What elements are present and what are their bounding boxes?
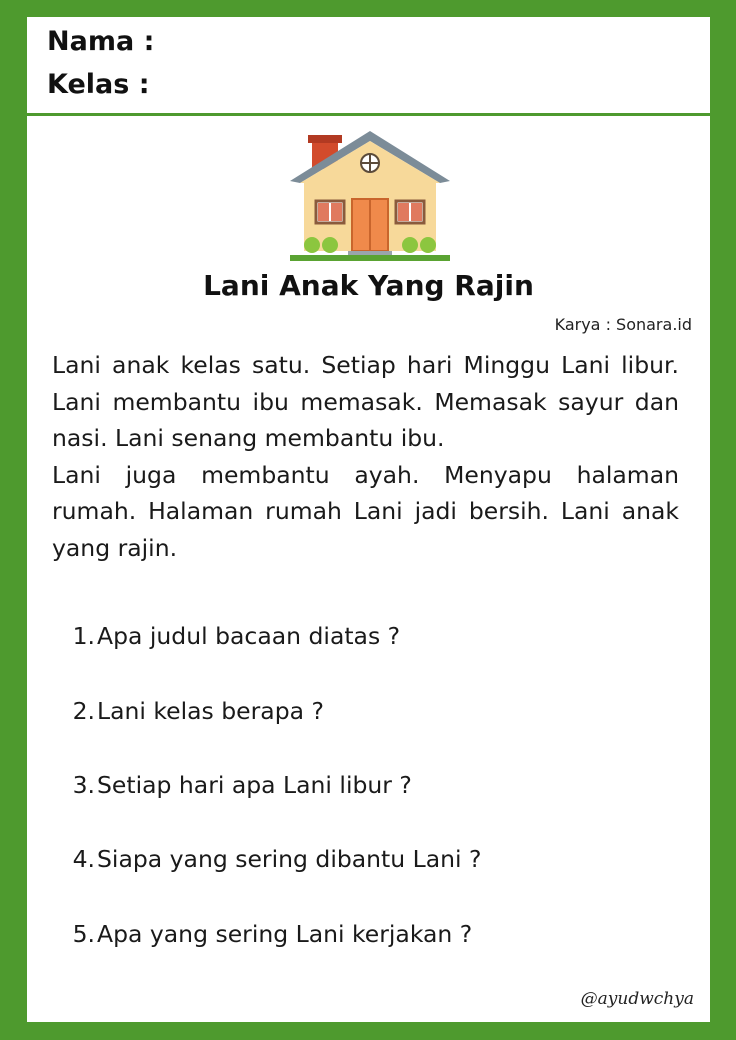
- question-text: Setiap hari apa Lani libur ?: [97, 771, 412, 799]
- author-credit: Karya : Sonara.id: [554, 315, 692, 334]
- question-number: 2.: [72, 697, 95, 725]
- question-2: [67, 696, 667, 726]
- question-number: 1.: [72, 622, 95, 650]
- question-4: [67, 844, 667, 874]
- name-label: Nama :: [47, 26, 155, 57]
- story-paragraph-2: Lani juga membantu ayah. Menyapu halaman rumah. Halaman rumah Lani jadi bersih. Lani anak yang rajin.: [52, 460, 679, 562]
- question-5: [67, 919, 667, 949]
- house-icon: [290, 125, 450, 265]
- question-number: 3.: [72, 771, 95, 799]
- class-label: Kelas :: [47, 69, 150, 100]
- student-info-header: [27, 17, 710, 116]
- question-text: Lani kelas berapa ?: [97, 697, 324, 725]
- story-text: [52, 347, 679, 566]
- question-number: 5.: [72, 920, 95, 948]
- watermark: @ayudwchya: [580, 989, 694, 1009]
- story-title: Lani Anak Yang Rajin: [203, 269, 534, 302]
- story-paragraph-1: Lani anak kelas satu. Setiap hari Minggu Lani libur. Lani membantu ibu memasak. Memasak sayur dan nasi. Lani senang membantu ibu.: [52, 351, 679, 452]
- question-text: Apa judul bacaan diatas ?: [97, 622, 401, 650]
- question-1: [67, 621, 667, 651]
- question-text: Siapa yang sering dibantu Lani ?: [97, 845, 482, 873]
- worksheet-page: [27, 17, 710, 1022]
- question-3: [67, 770, 667, 800]
- question-text: Apa yang sering Lani kerjakan ?: [97, 920, 473, 948]
- question-number: 4.: [72, 845, 95, 873]
